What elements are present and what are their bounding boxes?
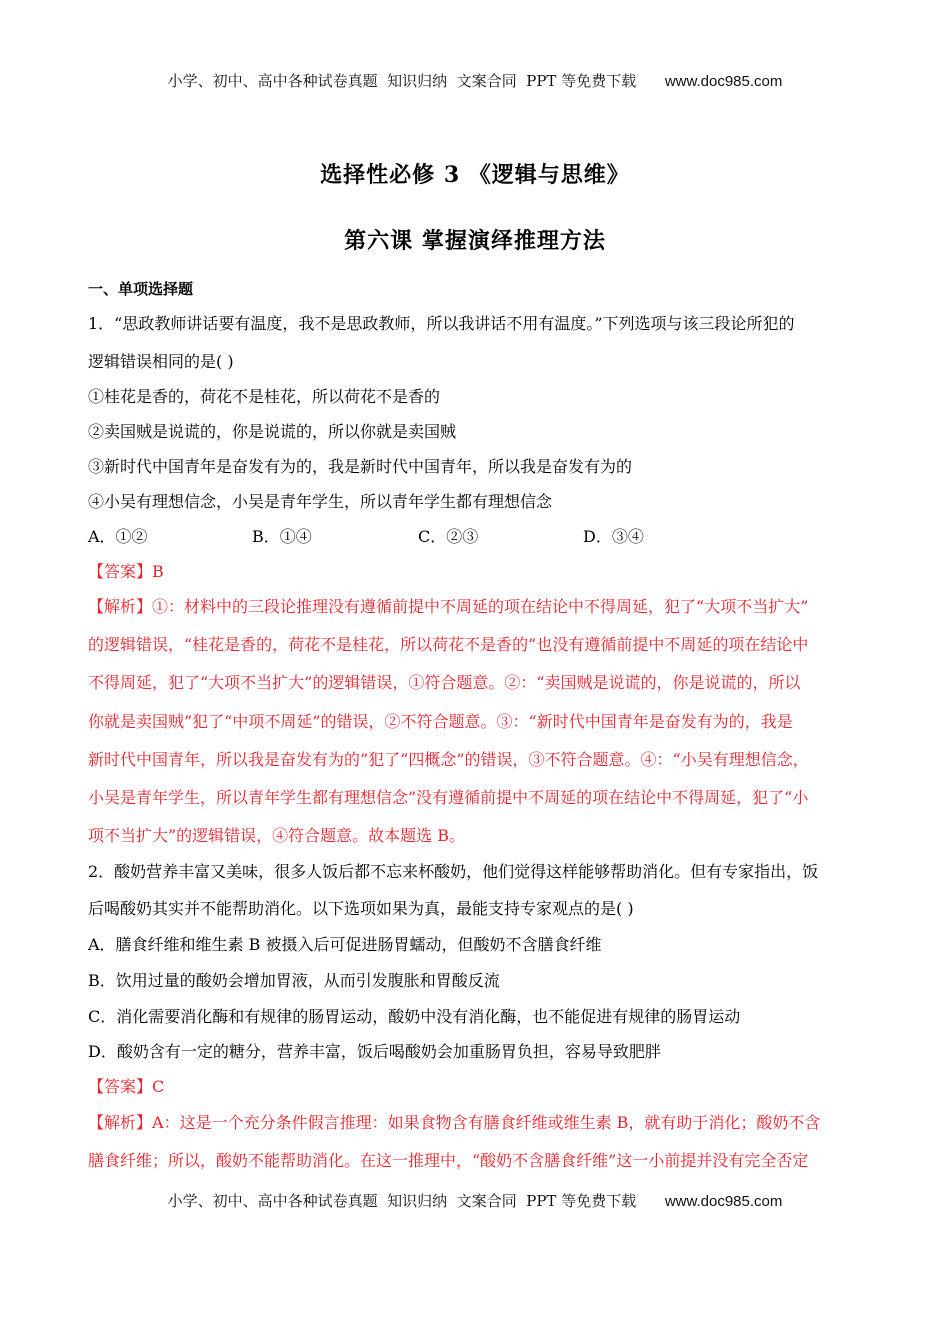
- q1-option-b: B．①④: [252, 527, 312, 546]
- page-header: [0, 70, 950, 91]
- q1-analysis-line-3: 不得周延，犯了“大项不当扩大”的逻辑错误，①符合题意。②：“卖国贼是说谎的，你是说谎的，所以: [88, 673, 801, 692]
- q1-analysis-line-2: 的逻辑错误，“桂花是香的，荷花不是桂花，所以荷花不是香的”也没有遵循前提中不周延的项在结论中: [88, 635, 809, 654]
- q2-option-d: D．酸奶含有一定的糖分，营养丰富，饭后喝酸奶会加重肠胃负担，容易导致肥胖: [88, 1042, 661, 1061]
- q1-option-d: D．③④: [583, 527, 644, 546]
- q1-analysis-line-5: 新时代中国青年，所以我是奋发有为的”犯了“四概念”的错误，③不符合题意。④：“小吴有理想信念，: [88, 750, 809, 769]
- footer-url[interactable]: www.doc985.com: [664, 1193, 783, 1210]
- q2-option-b: B．饮用过量的酸奶会增加胃液，从而引发腹胀和胃酸反流: [88, 971, 500, 990]
- q2-stem-line-1: 2．酸奶营养丰富又美味，很多人饭后都不忘来杯酸奶，他们觉得这样能够帮助消化。但有专家指出，饭: [88, 862, 819, 881]
- q1-option-c: C．②③: [418, 527, 479, 546]
- lesson-title: 第六课 掌握演绎推理方法: [344, 228, 606, 254]
- q1-analysis-label: 【解析】: [88, 597, 153, 616]
- q1-item-3: ③新时代中国青年是奋发有为的，我是新时代中国青年，所以我是奋发有为的: [88, 457, 633, 476]
- q1-item-2: ②卖国贼是说谎的，你是说谎的，所以你就是卖国贼: [88, 422, 457, 441]
- q2-analysis-line-2: 膳食纤维；所以，酸奶不能帮助消化。在这一推理中，“酸奶不含膳食纤维”这一小前提并没有完全否定: [88, 1151, 809, 1170]
- section-heading: 一、单项选择题: [88, 280, 194, 298]
- q2-stem-line-2: 后喝酸奶其实并不能帮助消化。以下选项如果为真，最能支持专家观点的是( ): [88, 899, 634, 918]
- q2-answer: 【答案】C: [88, 1077, 165, 1096]
- q1-item-1: ①桂花是香的，荷花不是桂花，所以荷花不是香的: [88, 387, 441, 406]
- q2-option-a: A．膳食纤维和维生素 B 被摄入后可促进肠胃蠕动，但酸奶不含膳食纤维: [88, 935, 602, 954]
- q1-stem-line-1: 1．“思政教师讲话要有温度，我不是思政教师，所以我讲话不用有温度。”下列选项与该三段论所犯的: [88, 314, 795, 333]
- q1-analysis-line-1: 【解析】①：材料中的三段论推理没有遵循前提中不周延的项在结论中不得周延，犯了“大项不当扩大”: [88, 597, 809, 616]
- q1-option-a: A．①②: [88, 527, 148, 546]
- header-text: 小学、初中、高中各种试卷真题 知识归纳 文案合同 PPT 等免费下载: [167, 72, 637, 90]
- q1-stem-line-2: 逻辑错误相同的是( ): [88, 352, 234, 371]
- q1-answer: 【答案】B: [88, 562, 164, 581]
- q1-analysis-line-4: 你就是卖国贼”犯了“中项不周延”的错误，②不符合题意。③：“新时代中国青年是奋发有为的，我是: [88, 712, 793, 731]
- header-url[interactable]: www.doc985.com: [664, 73, 783, 90]
- q1-analysis-line-7: 项不当扩大”的逻辑错误，④符合题意。故本题选 B。: [88, 826, 466, 845]
- page-footer: [0, 1190, 950, 1211]
- q2-analysis-label: 【解析】: [88, 1113, 153, 1132]
- q2-analysis-line-1: 【解析】A：这是一个充分条件假言推理：如果食物含有膳食纤维或维生素 B，就有助于消化；酸奶不含: [88, 1113, 821, 1132]
- q2-option-c: C．消化需要消化酶和有规律的肠胃运动，酸奶中没有消化酶，也不能促进有规律的肠胃运动: [88, 1007, 741, 1026]
- document-title: 选择性必修 3 《逻辑与思维》: [320, 162, 630, 188]
- footer-text: 小学、初中、高中各种试卷真题 知识归纳 文案合同 PPT 等免费下载: [167, 1192, 637, 1210]
- q1-analysis-line-6: 小吴是青年学生，所以青年学生都有理想信念”没有遵循前提中不周延的项在结论中不得周延，犯了“小: [88, 788, 809, 807]
- q1-item-4: ④小吴有理想信念，小吴是青年学生，所以青年学生都有理想信念: [88, 492, 553, 511]
